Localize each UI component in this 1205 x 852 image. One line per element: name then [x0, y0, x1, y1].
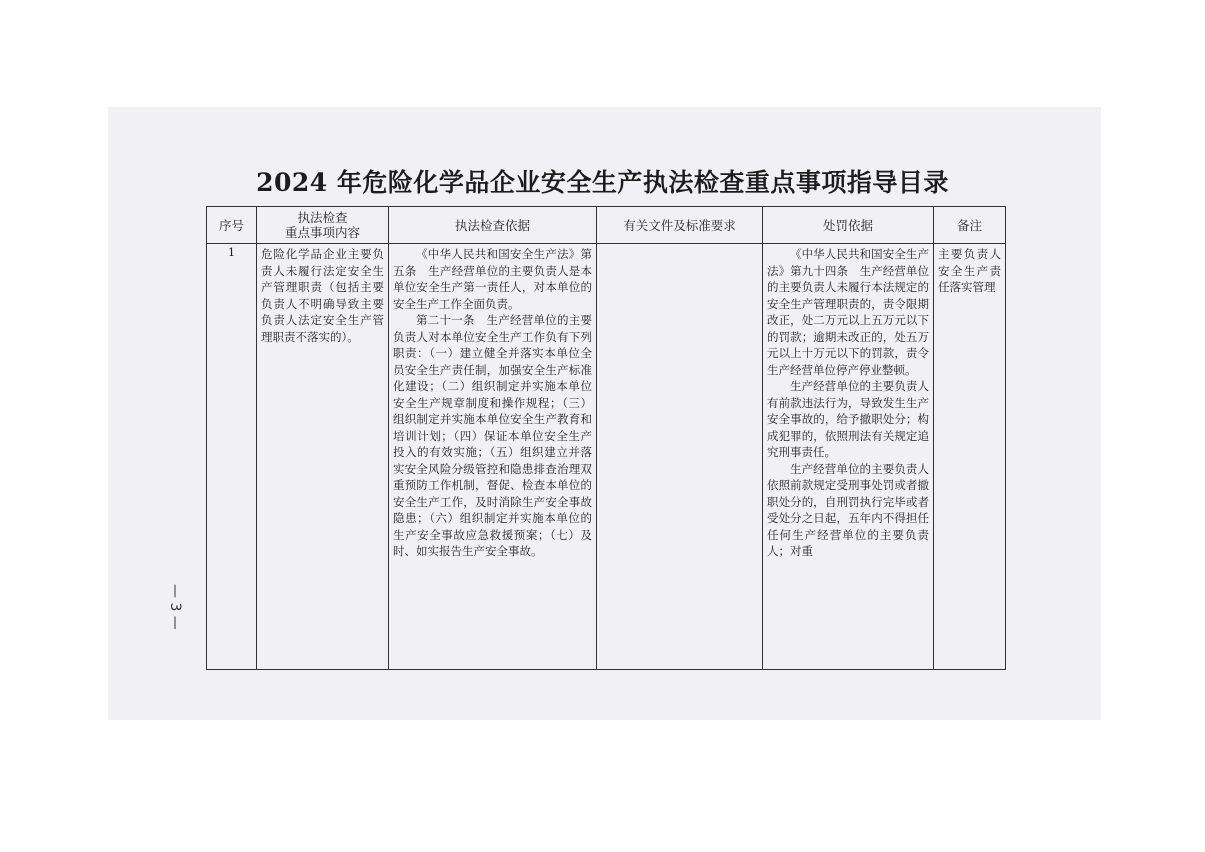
penalty-paragraph: 生产经营单位的主要负责人有前款违法行为，导致发生生产安全事故的，给予撤职处分；构成犯罪的，依照刑法有关规定追究刑事责任。 — [767, 379, 929, 459]
row-remark: 主要负责人安全生产责任落实管理 — [938, 247, 1001, 294]
header-index: 序号 — [207, 207, 257, 244]
header-penalty: 处罚依据 — [763, 207, 934, 244]
row-remark-cell — [934, 244, 1006, 670]
table-header-row — [207, 207, 1006, 244]
header-documents: 有关文件及标准要求 — [597, 207, 763, 244]
header-item: 执法检查 重点事项内容 — [257, 207, 389, 244]
document-title: 2024 年危险化学品企业安全生产执法检查重点事项指导目录 — [256, 168, 949, 197]
row-item: 危险化学品企业主要负责人未履行法定安全生产管理职责（包括主要负责人不明确导致主要负责人法定安全生产管理职责不落实的）。 — [261, 247, 384, 344]
basis-paragraph: 《中华人民共和国安全生产法》第五条 生产经营单位的主要负责人是本单位安全生产第一责任人，对本单位的安全生产工作全面负责。 — [393, 247, 592, 311]
table-row — [207, 244, 1006, 670]
page-number: — 3 — — [167, 584, 183, 630]
row-basis-cell — [389, 244, 597, 670]
row-penalty-cell — [763, 244, 934, 670]
header-remark: 备注 — [934, 207, 1006, 244]
penalty-paragraph: 《中华人民共和国安全生产法》第九十四条 生产经营单位的主要负责人未履行本法规定的安全生产管理职责的，责令限期改正，处二万元以上五万元以下的罚款；逾期未改正的，处五万元以上十万元以下的罚款，责令生产经营单位停产停业整顿。 — [767, 247, 929, 377]
basis-paragraph: 第二十一条 生产经营单位的主要负责人对本单位安全生产工作负有下列职责：（一）建立健全并落实本单位全员安全生产责任制，加强安全生产标准化建设；（二）组织制定并实施本单位安全生产规章制度和操作规程；（三）组织制定并实施本单位安全生产教育和培训计划；（四）保证本单位安全生产投入的有效实施；（五）组织建立并落实安全风险分级管控和隐患排查治理双重预防工作机制，督促、检查本单位的安全生产工作，及时消除生产安全事故隐患；（六）组织制定并实施本单位的生产安全事故应急救援预案；（七）及时、如实报告生产安全事故。 — [393, 313, 592, 558]
row-documents — [597, 244, 763, 670]
row-index: 1 — [207, 244, 257, 670]
penalty-paragraph: 生产经营单位的主要负责人依照前款规定受刑事处罚或者撤职处分的，自刑罚执行完毕或者受处分之日起，五年内不得担任任何生产经营单位的主要负责人；对重 — [767, 461, 929, 558]
header-basis: 执法检查依据 — [389, 207, 597, 244]
row-item-cell — [257, 244, 389, 670]
inspection-table — [206, 206, 1006, 670]
